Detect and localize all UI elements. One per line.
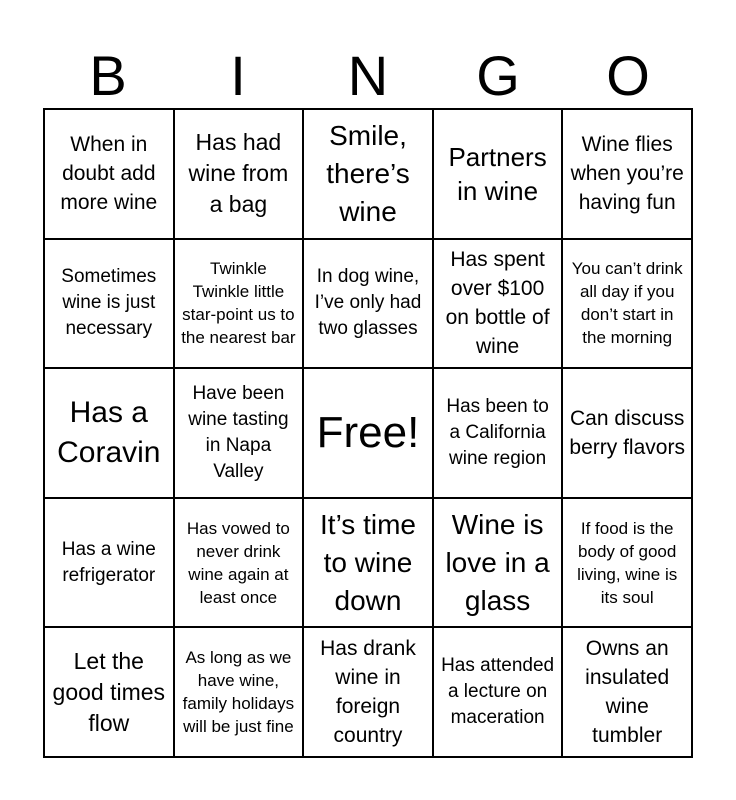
cell-text: Wine is love in a glass (445, 508, 550, 616)
cell-text: Let the good times flow (52, 647, 166, 736)
cell-text: Has a wine refrigerator (61, 538, 156, 586)
cell-text: You can’t drink all day if you don’t start in the morning (571, 259, 683, 348)
bingo-cell-r1c4[interactable] (433, 109, 563, 239)
bingo-cell-r2c5[interactable] (562, 239, 692, 369)
bingo-cell-r5c3[interactable] (303, 627, 433, 757)
bingo-cell-r4c4[interactable] (433, 498, 563, 628)
free-space-text: Free! (316, 407, 420, 457)
bingo-cell-r5c4[interactable] (433, 627, 563, 757)
bingo-cell-r3c2[interactable] (174, 368, 304, 498)
bingo-cell-r1c2[interactable] (174, 109, 304, 239)
bingo-cell-free[interactable] (303, 368, 433, 498)
cell-text: Twinkle Twinkle little star-point us to the nearest bar (181, 259, 296, 348)
bingo-cell-r5c5[interactable] (562, 627, 692, 757)
bingo-cell-r4c2[interactable] (174, 498, 304, 628)
cell-text: Has drank wine in foreign country (320, 637, 416, 748)
cell-text: Has vowed to never drink wine again at least once (186, 518, 290, 607)
cell-text: Has had wine from a bag (188, 129, 289, 218)
bingo-grid (43, 108, 693, 758)
cell-text: Owns an insulated wine tumbler (585, 637, 670, 748)
bingo-cell-r3c1[interactable] (44, 368, 174, 498)
cell-text: Partners in wine (448, 141, 547, 206)
bingo-cell-r4c1[interactable] (44, 498, 174, 628)
bingo-cell-r1c3[interactable] (303, 109, 433, 239)
cell-text: Smile, there’s wine (326, 119, 410, 227)
bingo-cell-r1c5[interactable] (562, 109, 692, 239)
header-letter-i: I (230, 44, 246, 107)
cell-text: Has a Coravin (57, 395, 161, 469)
bingo-cell-r2c2[interactable] (174, 239, 304, 369)
cell-text: In dog wine, I’ve only had two glasses (314, 266, 422, 340)
cell-text: As long as we have wine, family holidays will be just fine (182, 648, 295, 737)
cell-text: Has attended a lecture on maceration (441, 655, 555, 729)
header-letter-b: B (89, 44, 127, 107)
cell-text: Has spent over $100 on bottle of wine (445, 248, 550, 359)
bingo-cell-r2c1[interactable] (44, 239, 174, 369)
cell-text: Sometimes wine is just necessary (61, 266, 157, 340)
bingo-cell-r5c1[interactable] (44, 627, 174, 757)
bingo-cell-r5c2[interactable] (174, 627, 304, 757)
cell-text: It’s time to wine down (320, 508, 416, 616)
header-letter-g: G (476, 44, 520, 107)
cell-text: Has been to a California wine region (446, 395, 549, 469)
bingo-cell-r2c4[interactable] (433, 239, 563, 369)
cell-text: When in doubt add more wine (60, 133, 158, 215)
cell-text: Can discuss berry flavors (569, 406, 685, 459)
bingo-cell-r3c4[interactable] (433, 368, 563, 498)
bingo-cell-r4c3[interactable] (303, 498, 433, 628)
header-letter-n: N (347, 44, 389, 107)
cell-text: Have been wine tasting in Napa Valley (188, 382, 289, 482)
cell-text: If food is the body of good living, wine is its soul (577, 518, 678, 607)
bingo-cell-r3c5[interactable] (562, 368, 692, 498)
header-letter-o: O (606, 44, 650, 107)
bingo-cell-r4c5[interactable] (562, 498, 692, 628)
cell-text: Wine flies when you’re having fun (570, 133, 684, 215)
bingo-header (43, 44, 693, 108)
bingo-cell-r2c3[interactable] (303, 239, 433, 369)
bingo-cell-r1c1[interactable] (44, 109, 174, 239)
